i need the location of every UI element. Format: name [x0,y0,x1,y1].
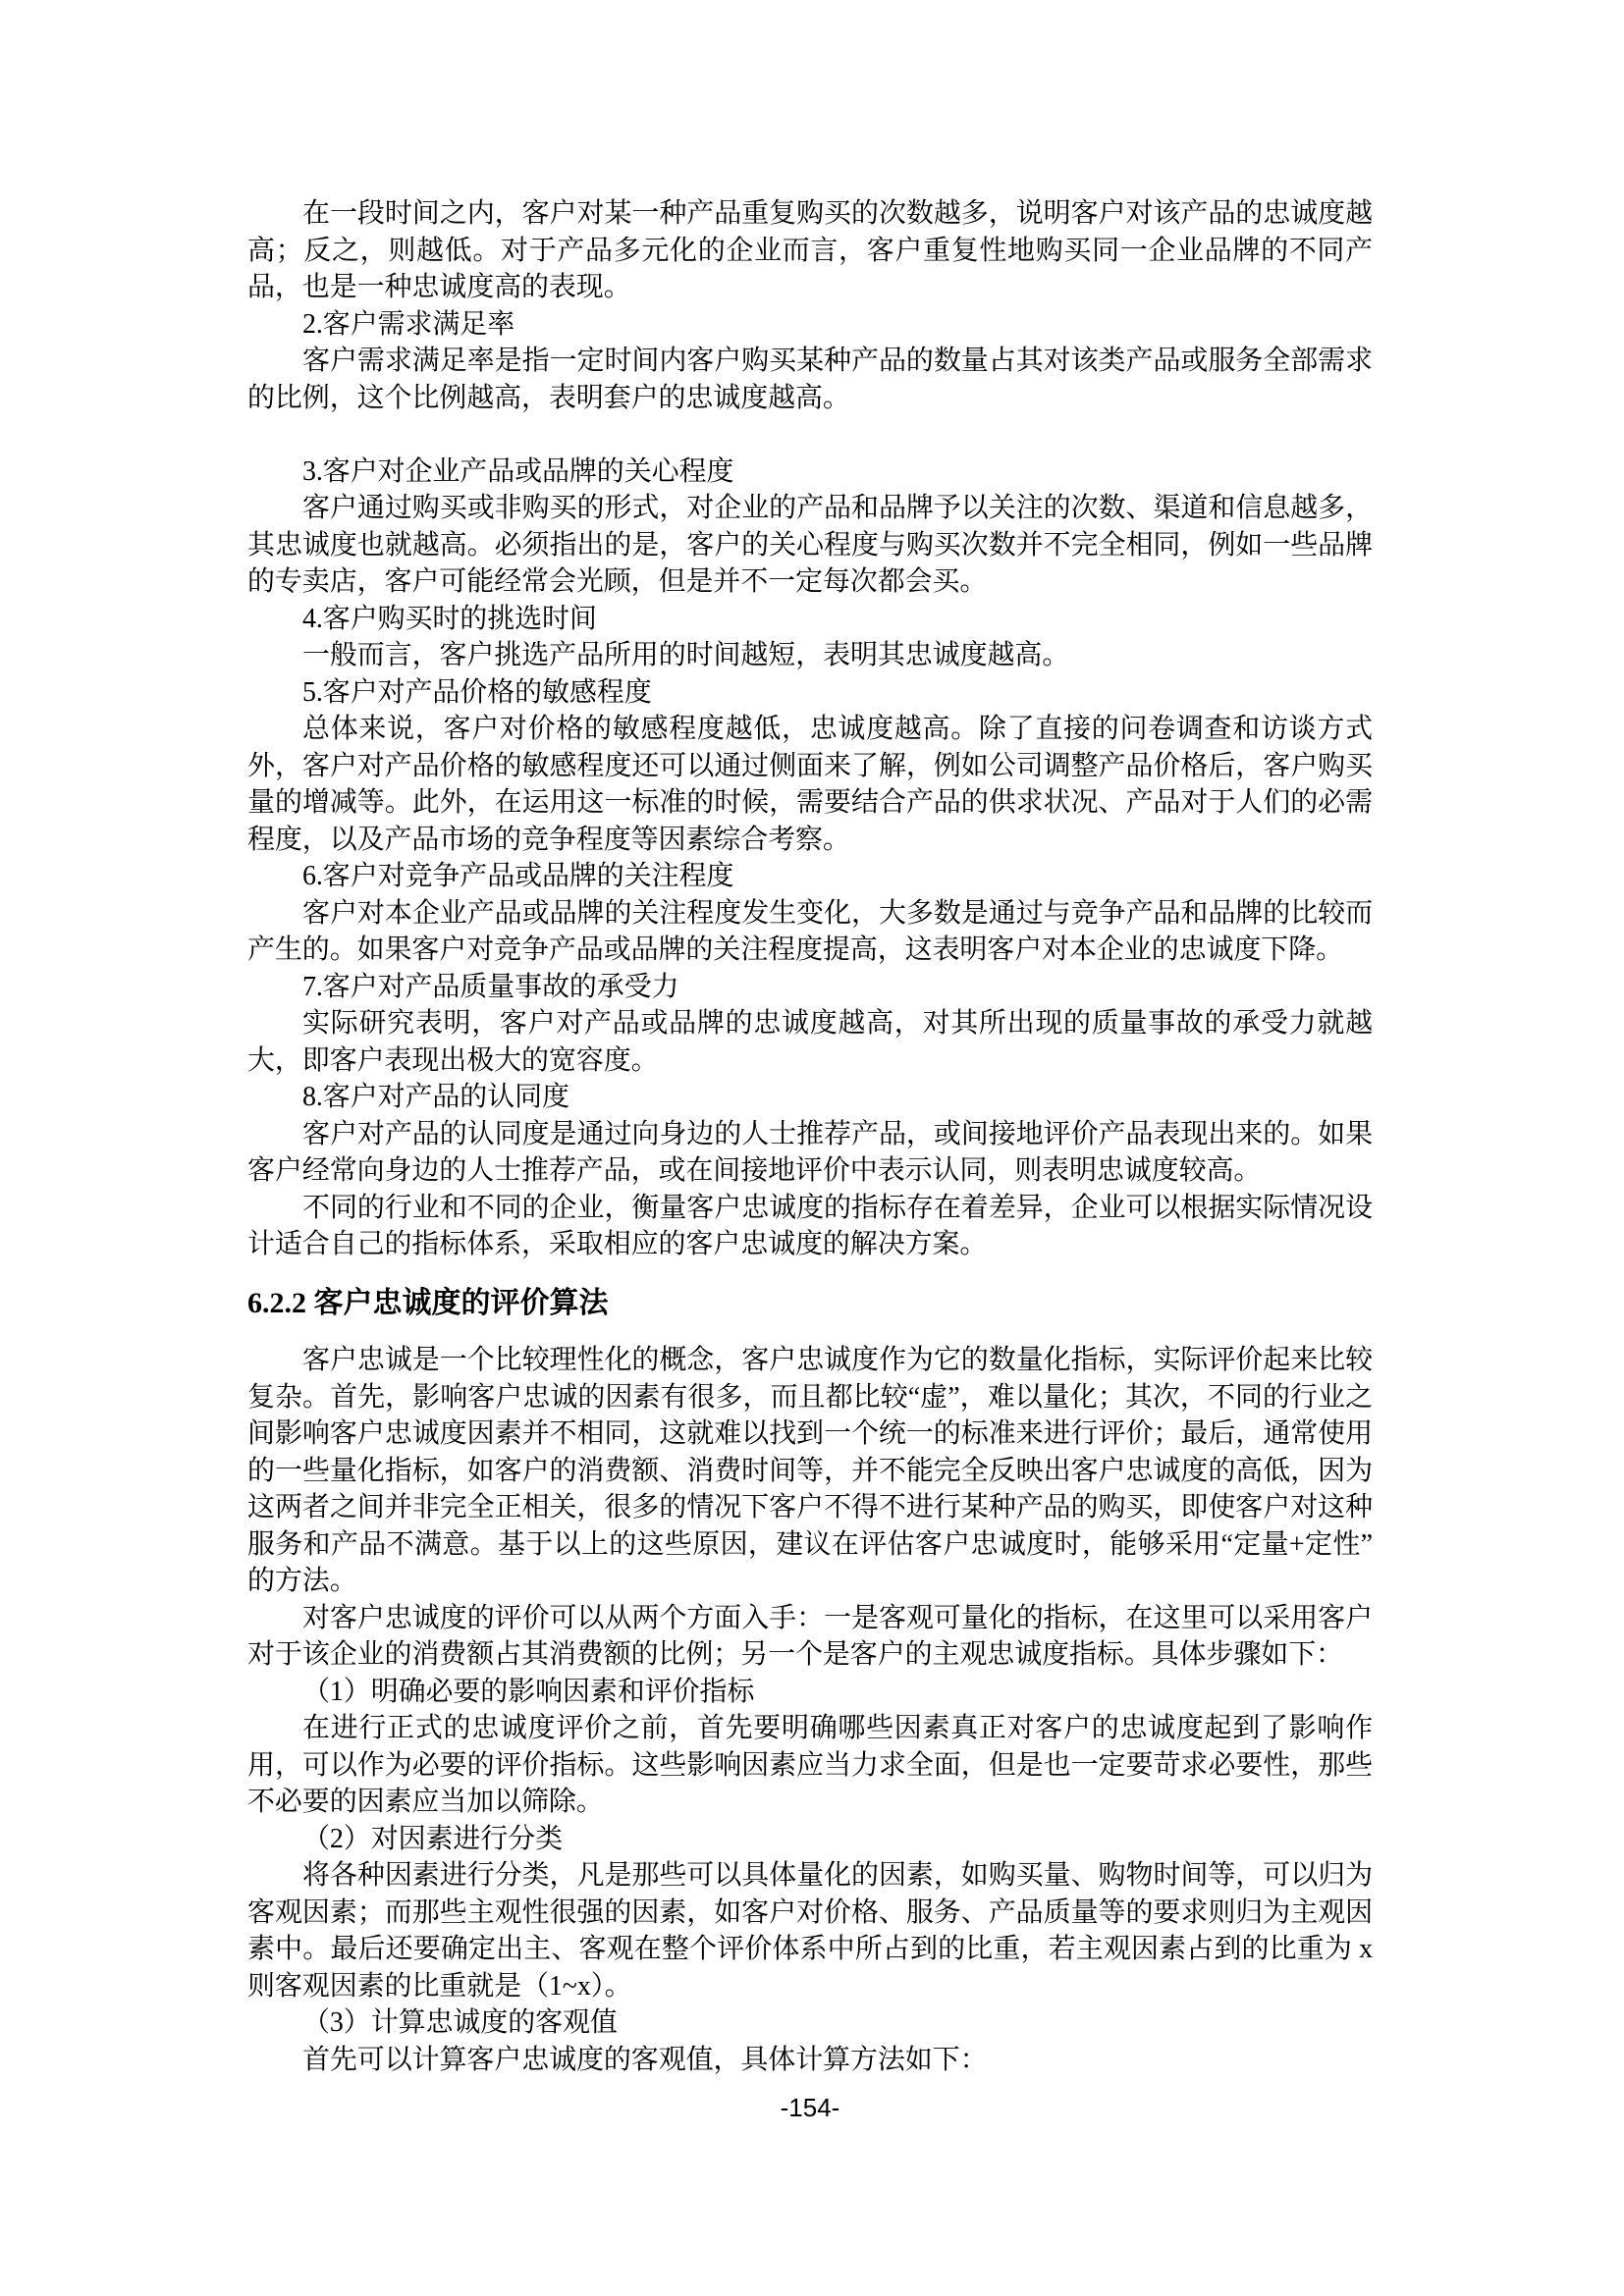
paragraph: 首先可以计算客户忠诚度的客观值，具体计算方法如下： [302,2044,988,2075]
numbered-item-heading: 8.客户对产品的认同度 [302,1082,569,1112]
paragraph: 客户对本企业产品或品牌的关注程度发生变化，大多数是通过与竞争产品和品牌的比较而产生的。如果客户对竞争产品或品牌的关注程度提高，这表明客户对本企业的忠诚度下降。 [247,897,1373,965]
blank-line [247,416,1373,454]
numbered-item-heading: 4.客户购买时的挑选时间 [302,603,597,634]
paragraph: 客户忠诚是一个比较理性化的概念，客户忠诚度作为它的数量化指标，实际评价起来比较复杂。首先，影响客户忠诚的因素有很多，而且都比较“虚”，难以量化；其次，不同的行业之间影响客户忠诚度因素并不相同，这就难以找到一个统一的标准来进行评价；最后，通常使用的一些量化指标，如客户的消费额、消费时间等，并不能完全反映出客户忠诚度的高低，因为这两者之间并非完全正相关，很多的情况下客户不得不进行某种产品的购买，即使客户对这种服务和产品不满意。基于以上的这些原因，建议在评估客户忠诚度时，能够采用“定量+定性”的方法。 [247,1345,1373,1596]
paragraph: 总体来说，客户对价格的敏感程度越低，忠诚度越高。除了直接的问卷调查和访谈方式外，客户对产品价格的敏感程度还可以通过侧面来了解，例如公司调整产品价格后，客户购买量的增减等。此外，在运用这一标准的时候，需要结合产品的供求状况、产品对于人们的必需程度，以及产品市场的竞争程度等因素综合考察。 [247,714,1373,855]
paragraph: 客户通过购买或非购买的形式，对企业的产品和品牌予以关注的次数、渠道和信息越多，其忠诚度也就越高。必须指出的是，客户的关心程度与购买次数并不完全相同，例如一些品牌的专卖店，客户可能经常会光顾，但是并不一定每次都会买。 [247,493,1373,597]
numbered-item-heading: （3）计算忠诚度的客观值 [302,2007,618,2038]
numbered-item-heading: 5.客户对产品价格的敏感程度 [302,676,652,708]
numbered-item-heading: 3.客户对企业产品或品牌的关心程度 [302,455,734,487]
numbered-item-heading: 2.客户需求满足率 [302,308,515,340]
numbered-item-heading: 6.客户对竞争产品或品牌的关注程度 [302,861,734,891]
paragraph: 一般而言，客户挑选产品所用的时间越短，表明其忠诚度越高。 [302,640,1070,670]
paragraph: 不同的行业和不同的企业，衡量客户忠诚度的指标存在着差异，企业可以根据实际情况设计适合自己的指标体系，采取相应的客户忠诚度的解决方案。 [247,1192,1373,1259]
paragraph: 将各种因素进行分类，凡是那些可以具体量化的因素，如购买量、购物时间等，可以归为客观因素；而那些主观性很强的因素，如客户对价格、服务、产品质量等的要求则归为主观因素中。最后还要确定出主、客观在整个评价体系中所占到的比重，若主观因素占到的比重为 x 则客观因素的比重就是（1~x）。 [247,1860,1373,2002]
numbered-item-heading: （2）对因素进行分类 [302,1823,564,1854]
paragraph: 客户需求满足率是指一定时间内客户购买某种产品的数量占其对该类产品或服务全部需求的比例，这个比例越高，表明套户的忠诚度越高。 [247,346,1373,413]
paragraph: 实际研究表明，客户对产品或品牌的忠诚度越高，对其所出现的质量事故的承受力就越大，即客户表现出极大的宽容度。 [247,1008,1373,1076]
numbered-item-heading: 7.客户对产品质量事故的承受力 [302,971,679,1002]
paragraph: 在进行正式的忠诚度评价之前，首先要明确哪些因素真正对客户的忠诚度起到了影响作用，可以作为必要的评价指标。这些影响因素应当力求全面，但是也一定要苛求必要性，那些不必要的因素应当加以筛除。 [247,1713,1373,1817]
section-heading: 6.2.2 客户忠诚度的评价算法 [247,1286,609,1319]
page-footer [247,2090,1373,2127]
paragraph: 客户对产品的认同度是通过向身边的人士推荐产品，或间接地评价产品表现出来的。如果客户经常向身边的人士推荐产品，或在间接地评价中表示认同，则表明忠诚度较高。 [247,1118,1373,1186]
paragraph: 对客户忠诚度的评价可以从两个方面入手：一是客观可量化的指标，在这里可以采用客户对于该企业的消费额占其消费额的比例；另一个是客户的主观忠诚度指标。具体步骤如下： [247,1602,1373,1670]
numbered-item-heading: （1）明确必要的影响因素和评价指标 [302,1676,755,1707]
page-number: -154- [780,2093,840,2122]
document-body [247,0,1373,2127]
paragraph: 在一段时间之内，客户对某一种产品重复购买的次数越多，说明客户对该产品的忠诚度越高；反之，则越低。对于产品多元化的企业而言，客户重复性地购买同一企业品牌的不同产品，也是一种忠诚度高的表现。 [247,198,1373,302]
